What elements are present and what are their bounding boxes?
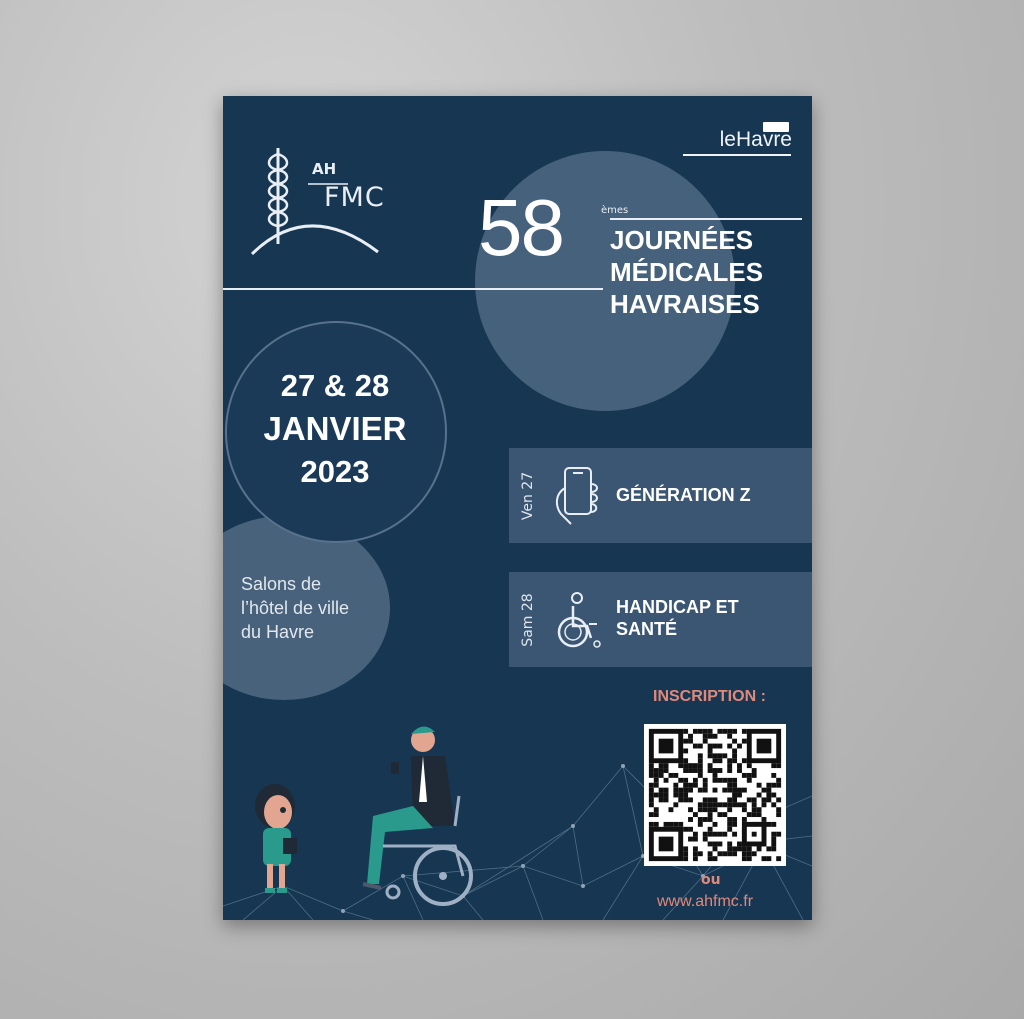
program-title: GÉNÉRATION Z: [616, 485, 751, 505]
program-day-label: Sam 28: [520, 592, 536, 647]
edition-number: 58: [478, 183, 563, 272]
event-title-line: HAVRAISES: [610, 289, 760, 319]
event-title: [610, 224, 763, 320]
divider-line-middle: [223, 288, 603, 290]
qr-code-icon[interactable]: [644, 724, 786, 866]
venue-line: du Havre: [241, 622, 315, 642]
logo-ah-text: AH: [312, 160, 337, 178]
event-poster: [223, 96, 812, 920]
venue-line: Salons de: [241, 574, 322, 594]
man-wheelchair-figure: [363, 726, 471, 904]
event-title-line: MÉDICALES: [610, 257, 764, 287]
or-text: ou: [701, 872, 721, 888]
event-title-line: JOURNÉES: [610, 225, 754, 255]
wheelchair-icon: [551, 590, 603, 650]
smartphone-hand-icon: [551, 466, 603, 526]
partner-logo-text: leHavre: [719, 128, 792, 151]
program-day-saturday: [509, 572, 812, 667]
date-year: 2023: [300, 454, 370, 489]
divider-line-top: [610, 218, 802, 220]
girl-figure: [255, 784, 297, 893]
program-title: HANDICAP ET SANTÉ: [616, 597, 739, 639]
ahfmc-logo: [248, 144, 383, 259]
partner-logo-underline: [683, 154, 791, 156]
program-day-label: Ven 27: [520, 471, 536, 520]
website-link[interactable]: www.ahfmc.fr: [657, 893, 754, 910]
logo-fmc-text: FMC: [324, 182, 385, 213]
venue-line: l’hôtel de ville: [241, 598, 350, 618]
date-days: 27 & 28: [280, 368, 390, 403]
program-day-friday: [509, 448, 812, 543]
people-illustration: [223, 706, 523, 920]
date-month: JANVIER: [263, 410, 407, 447]
edition-suffix: èmes: [601, 205, 629, 216]
registration-label: INSCRIPTION :: [653, 688, 766, 705]
event-date: [223, 364, 447, 493]
event-venue: [241, 572, 349, 644]
